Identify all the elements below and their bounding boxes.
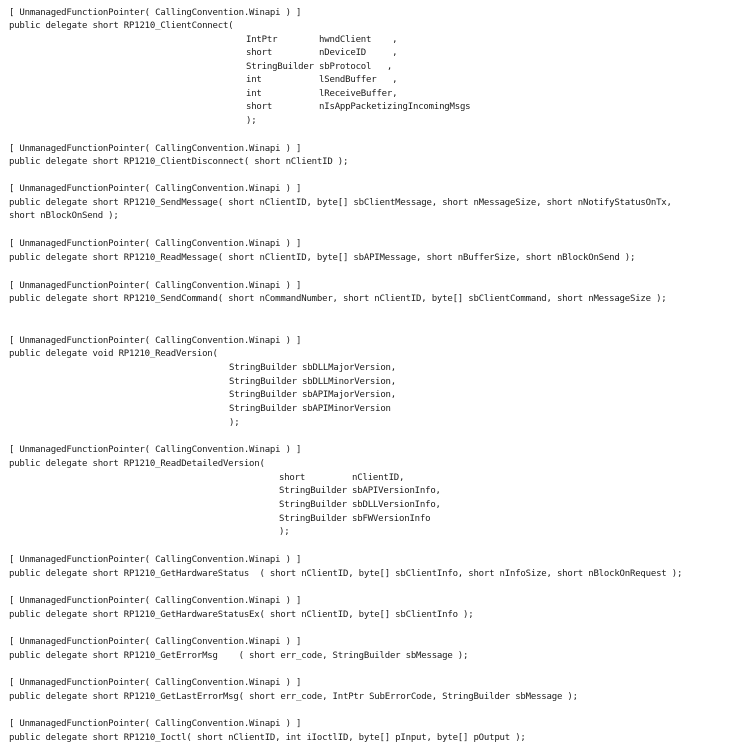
delegate-declaration-line: public delegate short RP1210_GetHardwareStatus ( short nClientID, byte[] sbClientInfo, short nInfoSize, short nBlockOnRequest ); bbox=[9, 569, 683, 579]
delegate-declaration-line: public delegate short RP1210_SendMessage( short nClientID, byte[] sbClientMessage, short nMessageSize, short nNotifyStatusOnTx, bbox=[9, 198, 672, 208]
attribute-line: [ UnmanagedFunctionPointer( CallingConvention.Winapi ) ] bbox=[9, 336, 302, 346]
parameter-line: StringBuilder sbAPIMinorVersion bbox=[229, 404, 391, 414]
parameter-line: short nClientID, bbox=[279, 473, 405, 483]
attribute-line: [ UnmanagedFunctionPointer( CallingConvention.Winapi ) ] bbox=[9, 555, 302, 565]
attribute-line: [ UnmanagedFunctionPointer( CallingConvention.Winapi ) ] bbox=[9, 445, 302, 455]
delegate-declaration-line: public delegate short RP1210_Ioctl( short nClientID, int iIoctlID, byte[] pInput, byte[] pOutput ); bbox=[9, 733, 526, 743]
delegate-declaration-line: public delegate short RP1210_GetLastErrorMsg( short err_code, IntPtr SubErrorCode, StringBuilder sbMessage ); bbox=[9, 692, 578, 702]
delegate-declaration-line: public delegate short RP1210_ReadDetailedVersion( bbox=[9, 459, 265, 469]
parameter-line: short nIsAppPacketizingIncomingMsgs bbox=[246, 102, 471, 112]
delegate-declaration-line: public delegate short RP1210_ReadMessage( short nClientID, byte[] sbAPIMessage, short nBufferSize, short nBlockOnSend ); bbox=[9, 253, 636, 263]
attribute-line: [ UnmanagedFunctionPointer( CallingConvention.Winapi ) ] bbox=[9, 8, 302, 18]
parameter-line: StringBuilder sbProtocol , bbox=[246, 62, 393, 72]
attribute-line: [ UnmanagedFunctionPointer( CallingConvention.Winapi ) ] bbox=[9, 678, 302, 688]
delegate-declaration-line: public delegate void RP1210_ReadVersion( bbox=[9, 349, 218, 359]
closing-paren-line: ); bbox=[246, 116, 257, 126]
delegate-declaration-line: public delegate short RP1210_GetErrorMsg ( short err_code, StringBuilder sbMessage ); bbox=[9, 651, 469, 661]
attribute-line: [ UnmanagedFunctionPointer( CallingConvention.Winapi ) ] bbox=[9, 719, 302, 729]
parameter-line: int lReceiveBuffer, bbox=[246, 89, 398, 99]
delegate-continuation-line: short nBlockOnSend ); bbox=[9, 211, 119, 221]
attribute-line: [ UnmanagedFunctionPointer( CallingConvention.Winapi ) ] bbox=[9, 596, 302, 606]
parameter-line: IntPtr hwndClient , bbox=[246, 35, 398, 45]
closing-paren-line: ); bbox=[279, 527, 290, 537]
closing-paren-line: ); bbox=[229, 418, 240, 428]
parameter-line: StringBuilder sbAPIVersionInfo, bbox=[279, 486, 441, 496]
attribute-line: [ UnmanagedFunctionPointer( CallingConvention.Winapi ) ] bbox=[9, 239, 302, 249]
parameter-line: StringBuilder sbDLLMinorVersion, bbox=[229, 377, 396, 387]
delegate-declaration-line: public delegate short RP1210_SendCommand( short nCommandNumber, short nClientID, byte[] sbClientCommand, short nMessageSize ); bbox=[9, 294, 667, 304]
parameter-line: short nDeviceID , bbox=[246, 48, 398, 58]
parameter-line: StringBuilder sbDLLMajorVersion, bbox=[229, 363, 396, 373]
delegate-declaration-line: public delegate short RP1210_GetHardwareStatusEx( short nClientID, byte[] sbClientInfo ); bbox=[9, 610, 474, 620]
delegate-declaration-line: public delegate short RP1210_ClientDisconnect( short nClientID ); bbox=[9, 157, 349, 167]
parameter-line: StringBuilder sbFWVersionInfo bbox=[279, 514, 431, 524]
parameter-line: StringBuilder sbDLLVersionInfo, bbox=[279, 500, 441, 510]
parameter-line: int lSendBuffer , bbox=[246, 75, 398, 85]
parameter-line: StringBuilder sbAPIMajorVersion, bbox=[229, 390, 396, 400]
attribute-line: [ UnmanagedFunctionPointer( CallingConvention.Winapi ) ] bbox=[9, 184, 302, 194]
attribute-line: [ UnmanagedFunctionPointer( CallingConvention.Winapi ) ] bbox=[9, 281, 302, 291]
delegate-declaration-line: public delegate short RP1210_ClientConnect( bbox=[9, 21, 234, 31]
attribute-line: [ UnmanagedFunctionPointer( CallingConvention.Winapi ) ] bbox=[9, 637, 302, 647]
attribute-line: [ UnmanagedFunctionPointer( CallingConvention.Winapi ) ] bbox=[9, 144, 302, 154]
